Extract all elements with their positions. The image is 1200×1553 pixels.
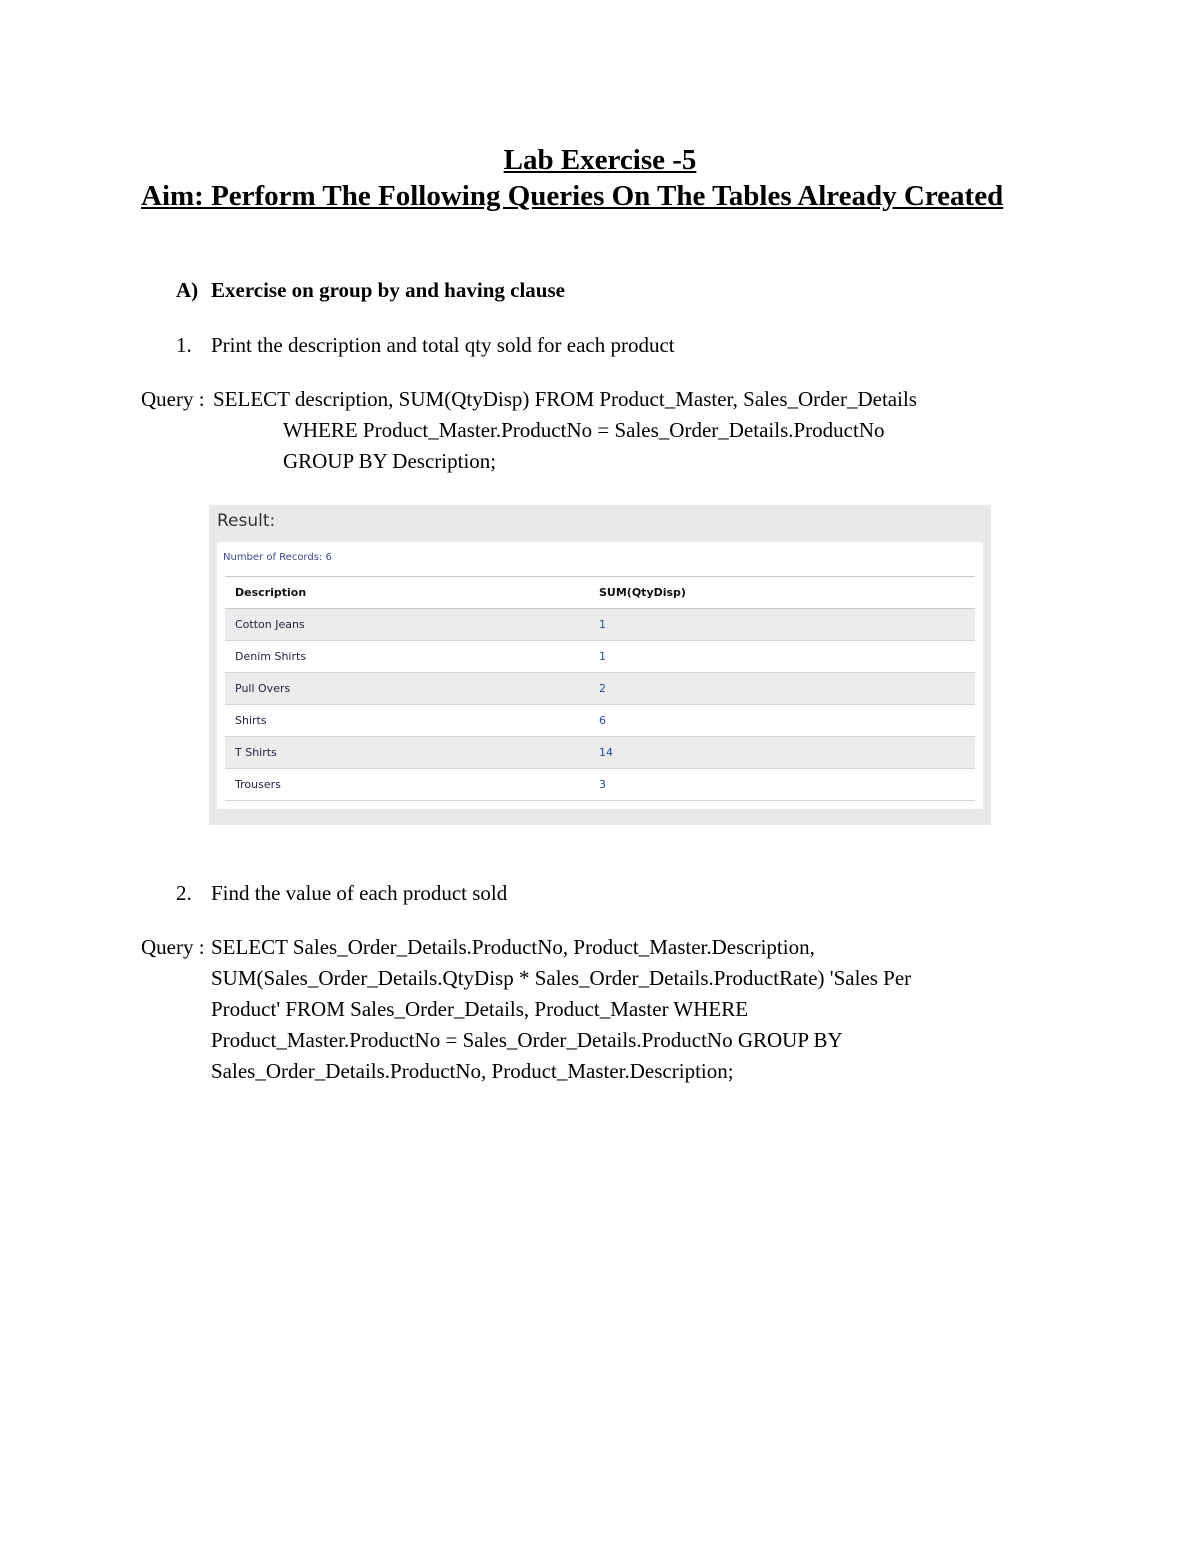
question-number: 2. (176, 881, 192, 905)
cell-sum: 2 (589, 673, 975, 705)
table-row (225, 609, 975, 641)
cell-sum: 6 (589, 705, 975, 737)
query-line: GROUP BY Description; (283, 449, 497, 473)
table-row (225, 769, 975, 801)
record-count: Number of Records: 6 (223, 552, 332, 563)
query-label: Query : (141, 387, 205, 411)
result-title: Result: (217, 511, 276, 531)
result-container (217, 542, 983, 809)
table-header-row (225, 577, 975, 609)
column-header-sum: SUM(QtyDisp) (589, 577, 975, 609)
query-line: SUM(Sales_Order_Details.QtyDisp * Sales_Order_Details.ProductRate) 'Sales Per (211, 966, 912, 990)
table-row (225, 705, 975, 737)
question-number: 1. (176, 333, 192, 357)
query-line: Product' FROM Sales_Order_Details, Product_Master WHERE (211, 997, 749, 1021)
query-line: Sales_Order_Details.ProductNo, Product_Master.Description; (211, 1059, 734, 1083)
page-title: Lab Exercise -5 (503, 144, 697, 176)
question-text: Print the description and total qty sold for each product (211, 333, 675, 357)
cell-sum: 14 (589, 737, 975, 769)
question-1 (176, 331, 675, 359)
cell-sum: 1 (589, 609, 975, 641)
column-header-description: Description (225, 577, 589, 609)
cell-sum: 3 (589, 769, 975, 801)
cell-description: T Shirts (225, 737, 589, 769)
question-2 (176, 879, 507, 907)
query-line: Product_Master.ProductNo = Sales_Order_Details.ProductNo GROUP BY (211, 1028, 843, 1052)
section-marker: A) (176, 278, 199, 302)
cell-description: Pull Overs (225, 673, 589, 705)
table-row (225, 673, 975, 705)
result-panel (209, 505, 991, 825)
cell-sum: 1 (589, 641, 975, 673)
query-line: SELECT description, SUM(QtyDisp) FROM Product_Master, Sales_Order_Details (213, 387, 917, 411)
cell-description: Trousers (225, 769, 589, 801)
table-row (225, 737, 975, 769)
aim-heading: Aim: Perform The Following Queries On The Tables Already Created (141, 180, 1004, 212)
query-line: SELECT Sales_Order_Details.ProductNo, Product_Master.Description, (211, 935, 815, 959)
section-heading (176, 276, 565, 304)
section-text: Exercise on group by and having clause (211, 278, 565, 302)
result-table (225, 576, 975, 801)
cell-description: Cotton Jeans (225, 609, 589, 641)
table-row (225, 641, 975, 673)
query-label: Query : (141, 935, 205, 959)
cell-description: Denim Shirts (225, 641, 589, 673)
question-text: Find the value of each product sold (211, 881, 508, 905)
query-line: WHERE Product_Master.ProductNo = Sales_Order_Details.ProductNo (283, 418, 885, 442)
cell-description: Shirts (225, 705, 589, 737)
